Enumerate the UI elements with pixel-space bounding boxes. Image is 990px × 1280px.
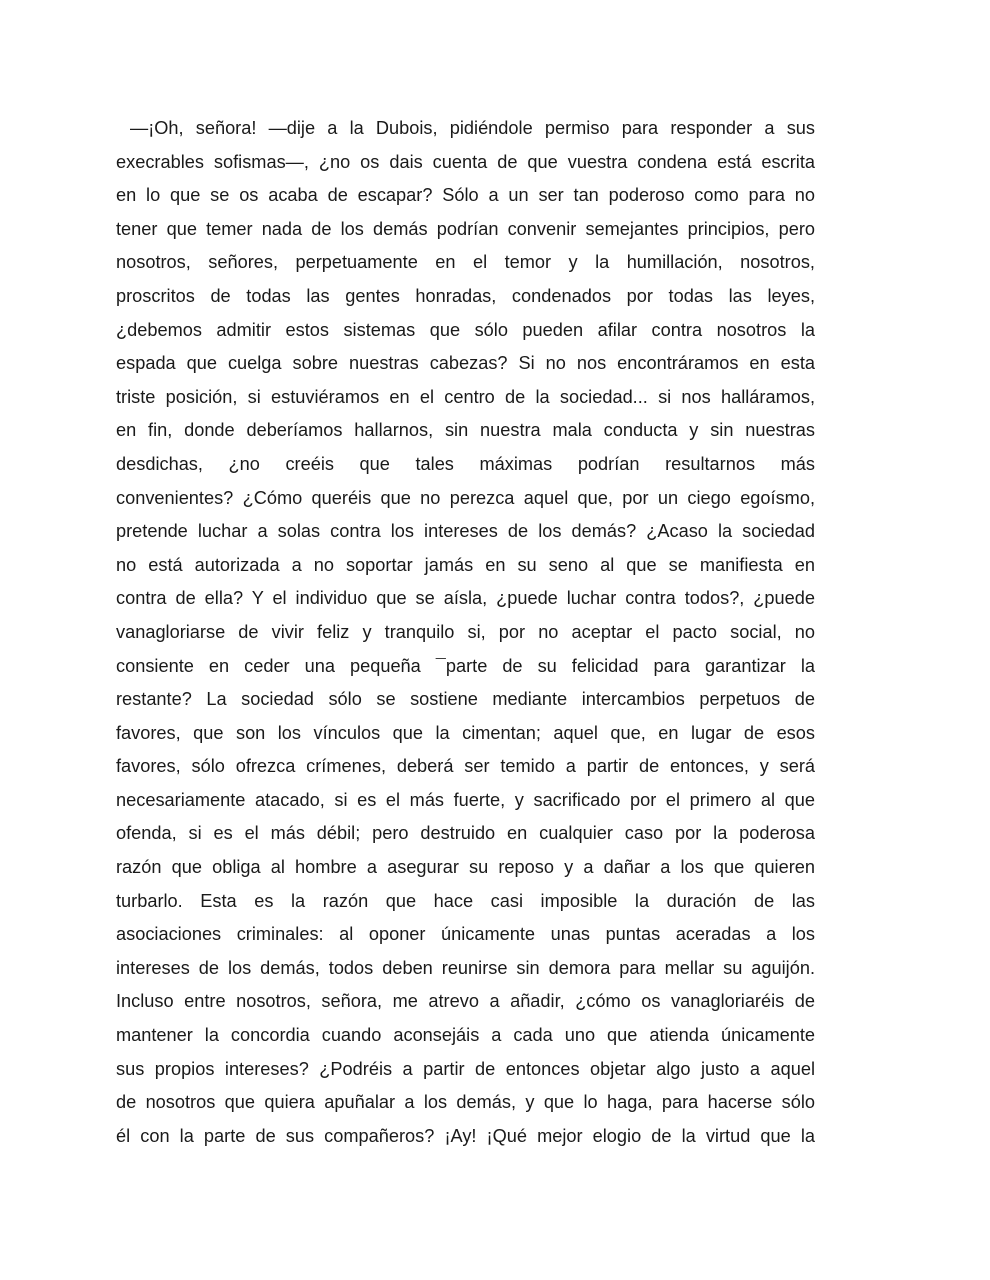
text-line: ¿debemos admitir estos sistemas que sólo pueden afilar contra nosotros la — [116, 319, 815, 340]
text-line: execrables sofismas—, ¿no os dais cuenta de que vuestra condena está escrita — [116, 151, 815, 172]
text-line: no está autorizada a no soportar jamás en su seno al que se manifiesta en — [116, 554, 815, 575]
text-line: —¡Oh, señora! —dije a la Dubois, pidiéndole permiso para responder a sus — [130, 118, 815, 138]
text-line: razón que obliga al hombre a asegurar su reposo y a dañar a los que quieren — [116, 857, 815, 878]
text-line: ofenda, si es el más débil; pero destruido en cualquier caso por la poderosa — [116, 823, 815, 844]
body-paragraph — [116, 112, 815, 1153]
text-line: de nosotros que quiera apuñalar a los demás, y que lo haga, para hacerse sólo — [116, 1092, 815, 1113]
text-line: en lo que se os acaba de escapar? Sólo a un ser tan poderoso como para no — [116, 185, 815, 206]
text-line: necesariamente atacado, si es el más fuerte, y sacrificado por el primero al que — [116, 789, 815, 810]
text-line: turbarlo. Esta es la razón que hace casi imposible la duración de las — [116, 890, 815, 911]
text-line: favores, sólo ofrezca crímenes, deberá ser temido a partir de entonces, y será — [116, 756, 815, 777]
text-line: desdichas, ¿no creéis que tales máximas podrían resultarnos más — [116, 453, 815, 474]
text-line: en fin, donde deberíamos hallarnos, sin nuestra mala conducta y sin nuestras — [116, 420, 815, 441]
text-line: tener que temer nada de los demás podrían convenir semejantes principios, pero — [116, 218, 815, 239]
text-line: intereses de los demás, todos deben reunirse sin demora para mellar su aguijón. — [116, 957, 815, 978]
text-line: triste posición, si estuviéramos en el centro de la sociedad... si nos halláramos, — [116, 386, 815, 407]
text-line: vanagloriarse de vivir feliz y tranquilo si, por no aceptar el pacto social, no — [116, 621, 815, 642]
text-line: pretende luchar a solas contra los intereses de los demás? ¿Acaso la sociedad — [116, 521, 815, 542]
text-line: asociaciones criminales: al oponer únicamente unas puntas aceradas a los — [116, 924, 815, 945]
text-line: espada que cuelga sobre nuestras cabezas? Si no nos encontráramos en esta — [116, 353, 815, 374]
text-line: mantener la concordia cuando aconsejáis a cada uno que atienda únicamente — [116, 1025, 815, 1046]
text-line: restante? La sociedad sólo se sostiene mediante intercambios perpetuos de — [116, 689, 815, 710]
text-line: contra de ella? Y el individuo que se aísla, ¿puede luchar contra todos?, ¿puede — [116, 588, 815, 609]
text-line: nosotros, señores, perpetuamente en el temor y la humillación, nosotros, — [116, 252, 815, 273]
text-line: convenientes? ¿Cómo queréis que no perezca aquel que, por un ciego egoísmo, — [116, 487, 815, 508]
text-line: proscritos de todas las gentes honradas, condenados por todas las leyes, — [116, 285, 815, 306]
text-line: consiente en ceder una pequeña ¯parte de su felicidad para garantizar la — [116, 655, 815, 676]
text-line: él con la parte de sus compañeros? ¡Ay! ¡Qué mejor elogio de la virtud que la — [116, 1125, 815, 1146]
text-line: favores, que son los vínculos que la cimentan; aquel que, en lugar de esos — [116, 722, 815, 743]
text-line: sus propios intereses? ¿Podréis a partir de entonces objetar algo justo a aquel — [116, 1058, 815, 1079]
text-line: Incluso entre nosotros, señora, me atrevo a añadir, ¿cómo os vanagloriaréis de — [116, 991, 815, 1012]
